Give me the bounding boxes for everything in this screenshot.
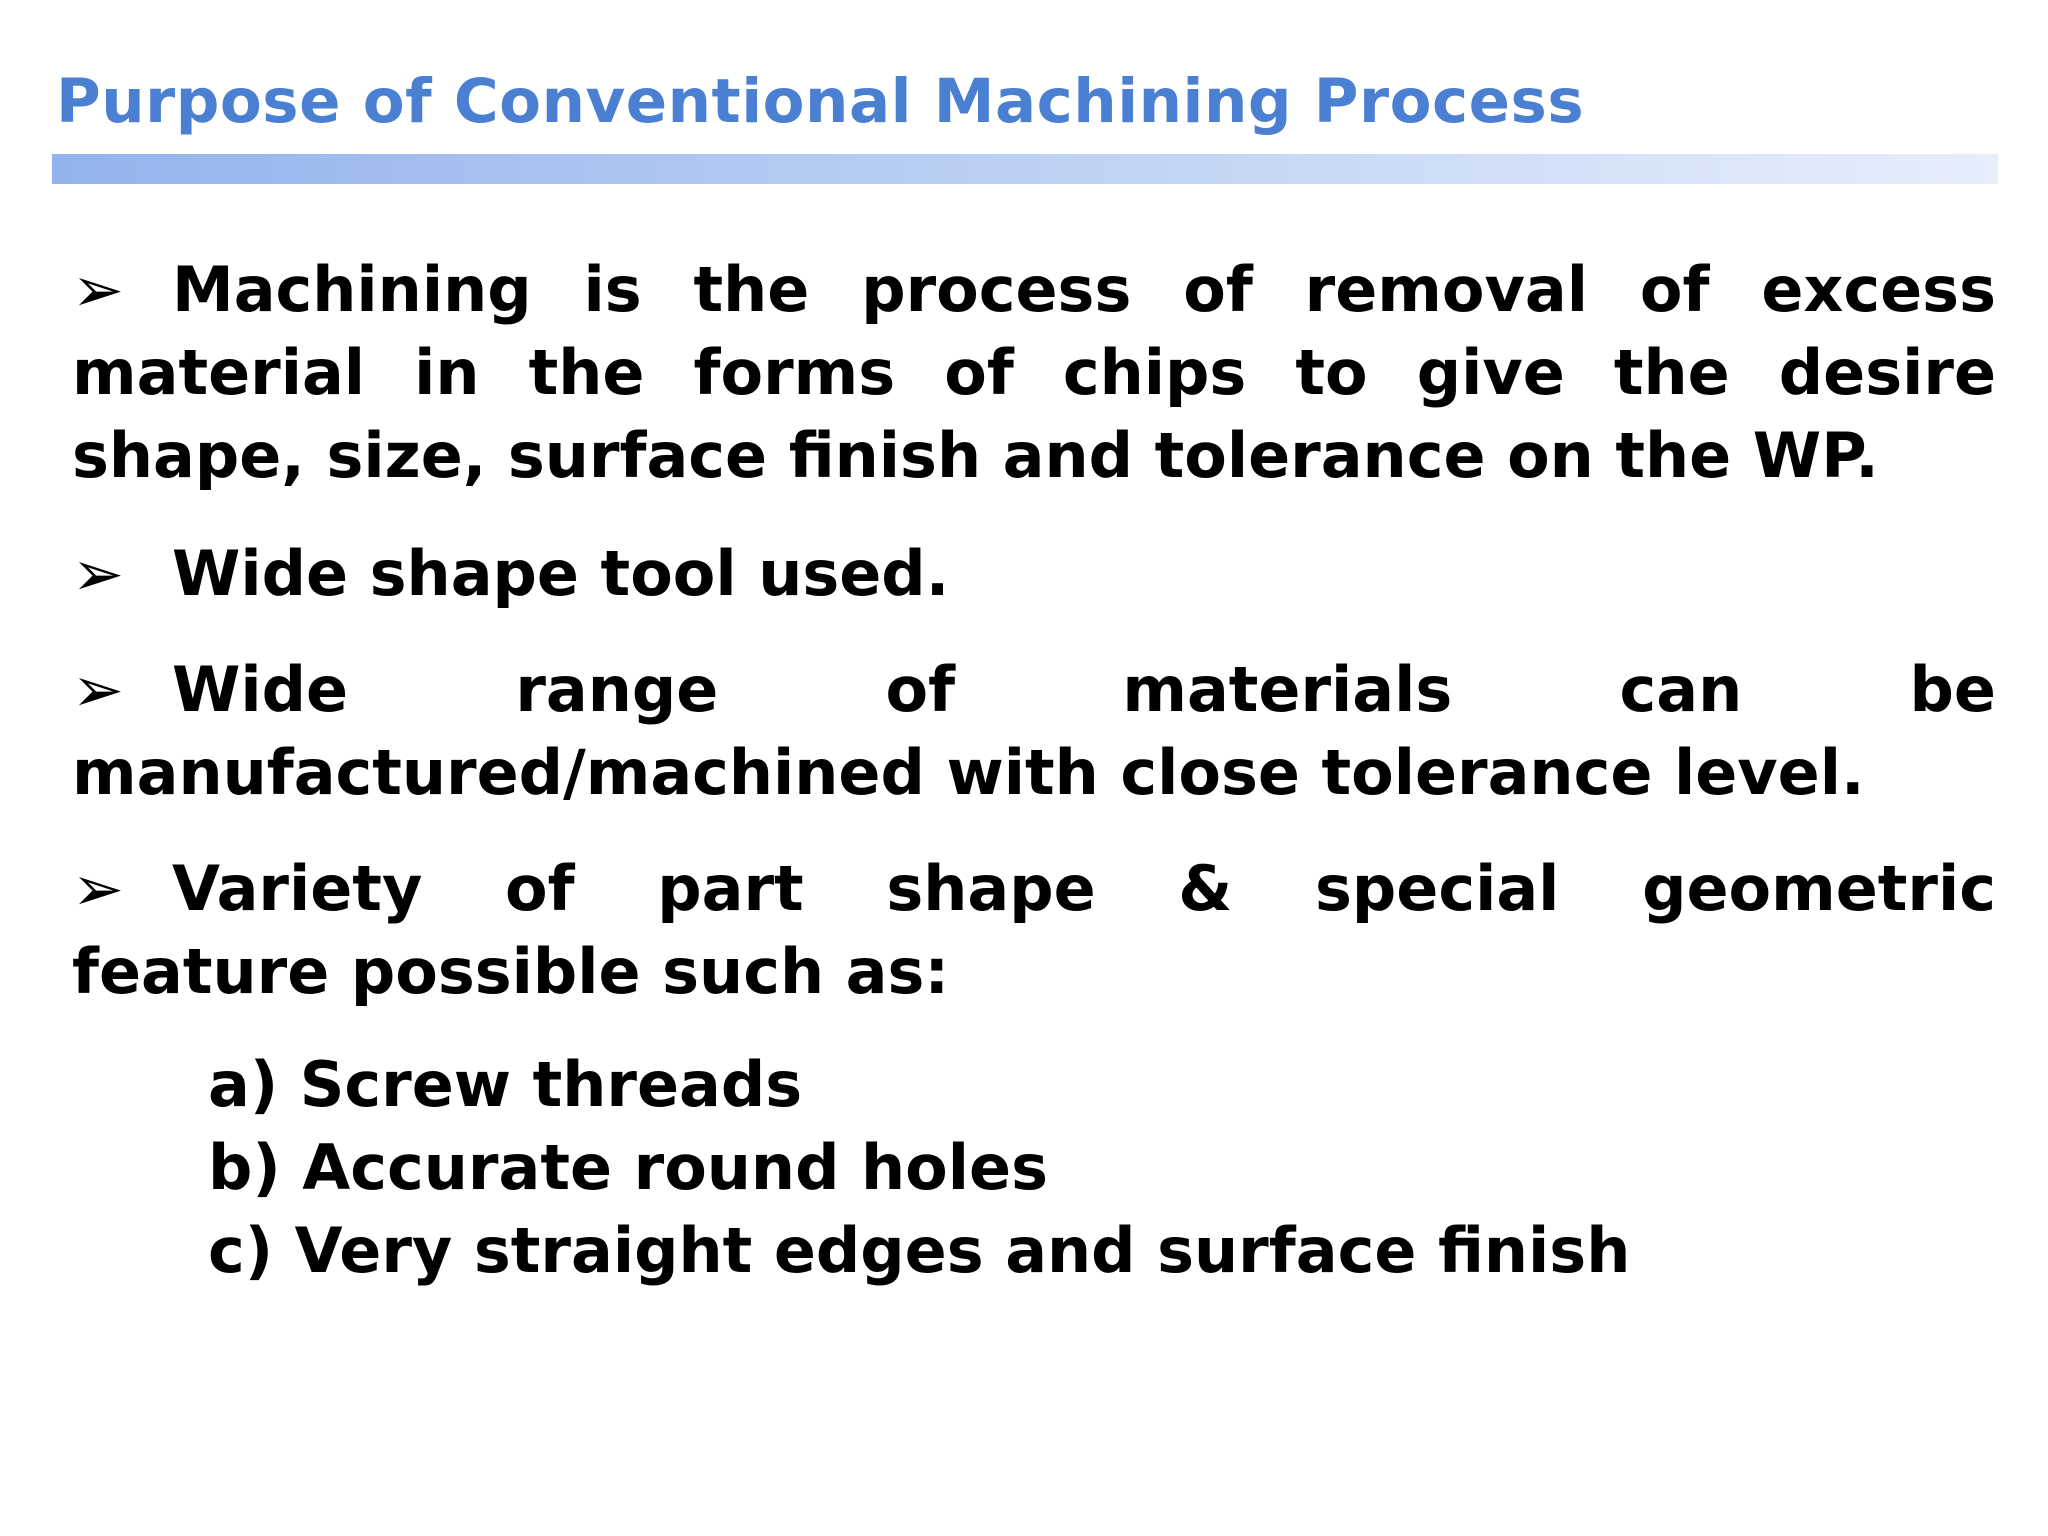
sub-item: b) Accurate round holes — [208, 1131, 1048, 1204]
bullet-3-word: of — [885, 653, 956, 726]
bullet-3-word: materials — [1122, 653, 1453, 726]
bullet-item-4 — [72, 847, 1996, 1013]
bullet-4-word: shape — [886, 852, 1096, 925]
sub-item: c) Very straight edges and surface finish — [208, 1214, 1631, 1287]
bullet-2-text: Wide shape tool used. — [172, 537, 950, 610]
bullet-4-word-group — [72, 847, 422, 930]
bullet-3-word-group — [72, 648, 348, 731]
arrowhead-bullet-icon: ➢ — [72, 537, 124, 610]
bullet-4-word: geometric — [1642, 852, 1996, 925]
slide-title: Purpose of Conventional Machining Process — [56, 66, 1585, 137]
bullet-4-word: Variety — [172, 852, 423, 925]
bullet-3-word: Wide — [172, 653, 349, 726]
bullet-4-word: part — [657, 852, 804, 925]
arrowhead-bullet-icon: ➢ — [72, 852, 124, 925]
bullet-4-word: of — [505, 852, 575, 925]
bullet-item-3 — [72, 648, 1996, 814]
bullet-item-1 — [72, 248, 1996, 497]
bullet-3-word: be — [1909, 653, 1996, 726]
bullet-3-second-line: manufactured/machined with close tolerance level. — [72, 736, 1865, 809]
bullet-item-2 — [72, 532, 1996, 615]
bullet-3-first-line — [72, 648, 1996, 731]
bullet-1-text: Machining is the process of removal of excess material in the forms of chips to give the desire shape, size, surface finish and tolerance on the WP. — [72, 253, 1996, 492]
title-underline-bar — [52, 154, 1998, 184]
bullet-4-second-line: feature possible such as: — [72, 935, 950, 1008]
bullet-3-word: range — [515, 653, 719, 726]
arrowhead-bullet-icon: ➢ — [72, 253, 124, 326]
sub-item-list — [208, 1043, 1630, 1292]
arrowhead-bullet-icon: ➢ — [72, 653, 124, 726]
bullet-4-word: & — [1178, 852, 1233, 925]
bullet-3-word: can — [1619, 653, 1743, 726]
sub-item: a) Screw threads — [208, 1048, 803, 1121]
bullet-4-word: special — [1314, 852, 1560, 925]
bullet-4-first-line — [72, 847, 1996, 930]
